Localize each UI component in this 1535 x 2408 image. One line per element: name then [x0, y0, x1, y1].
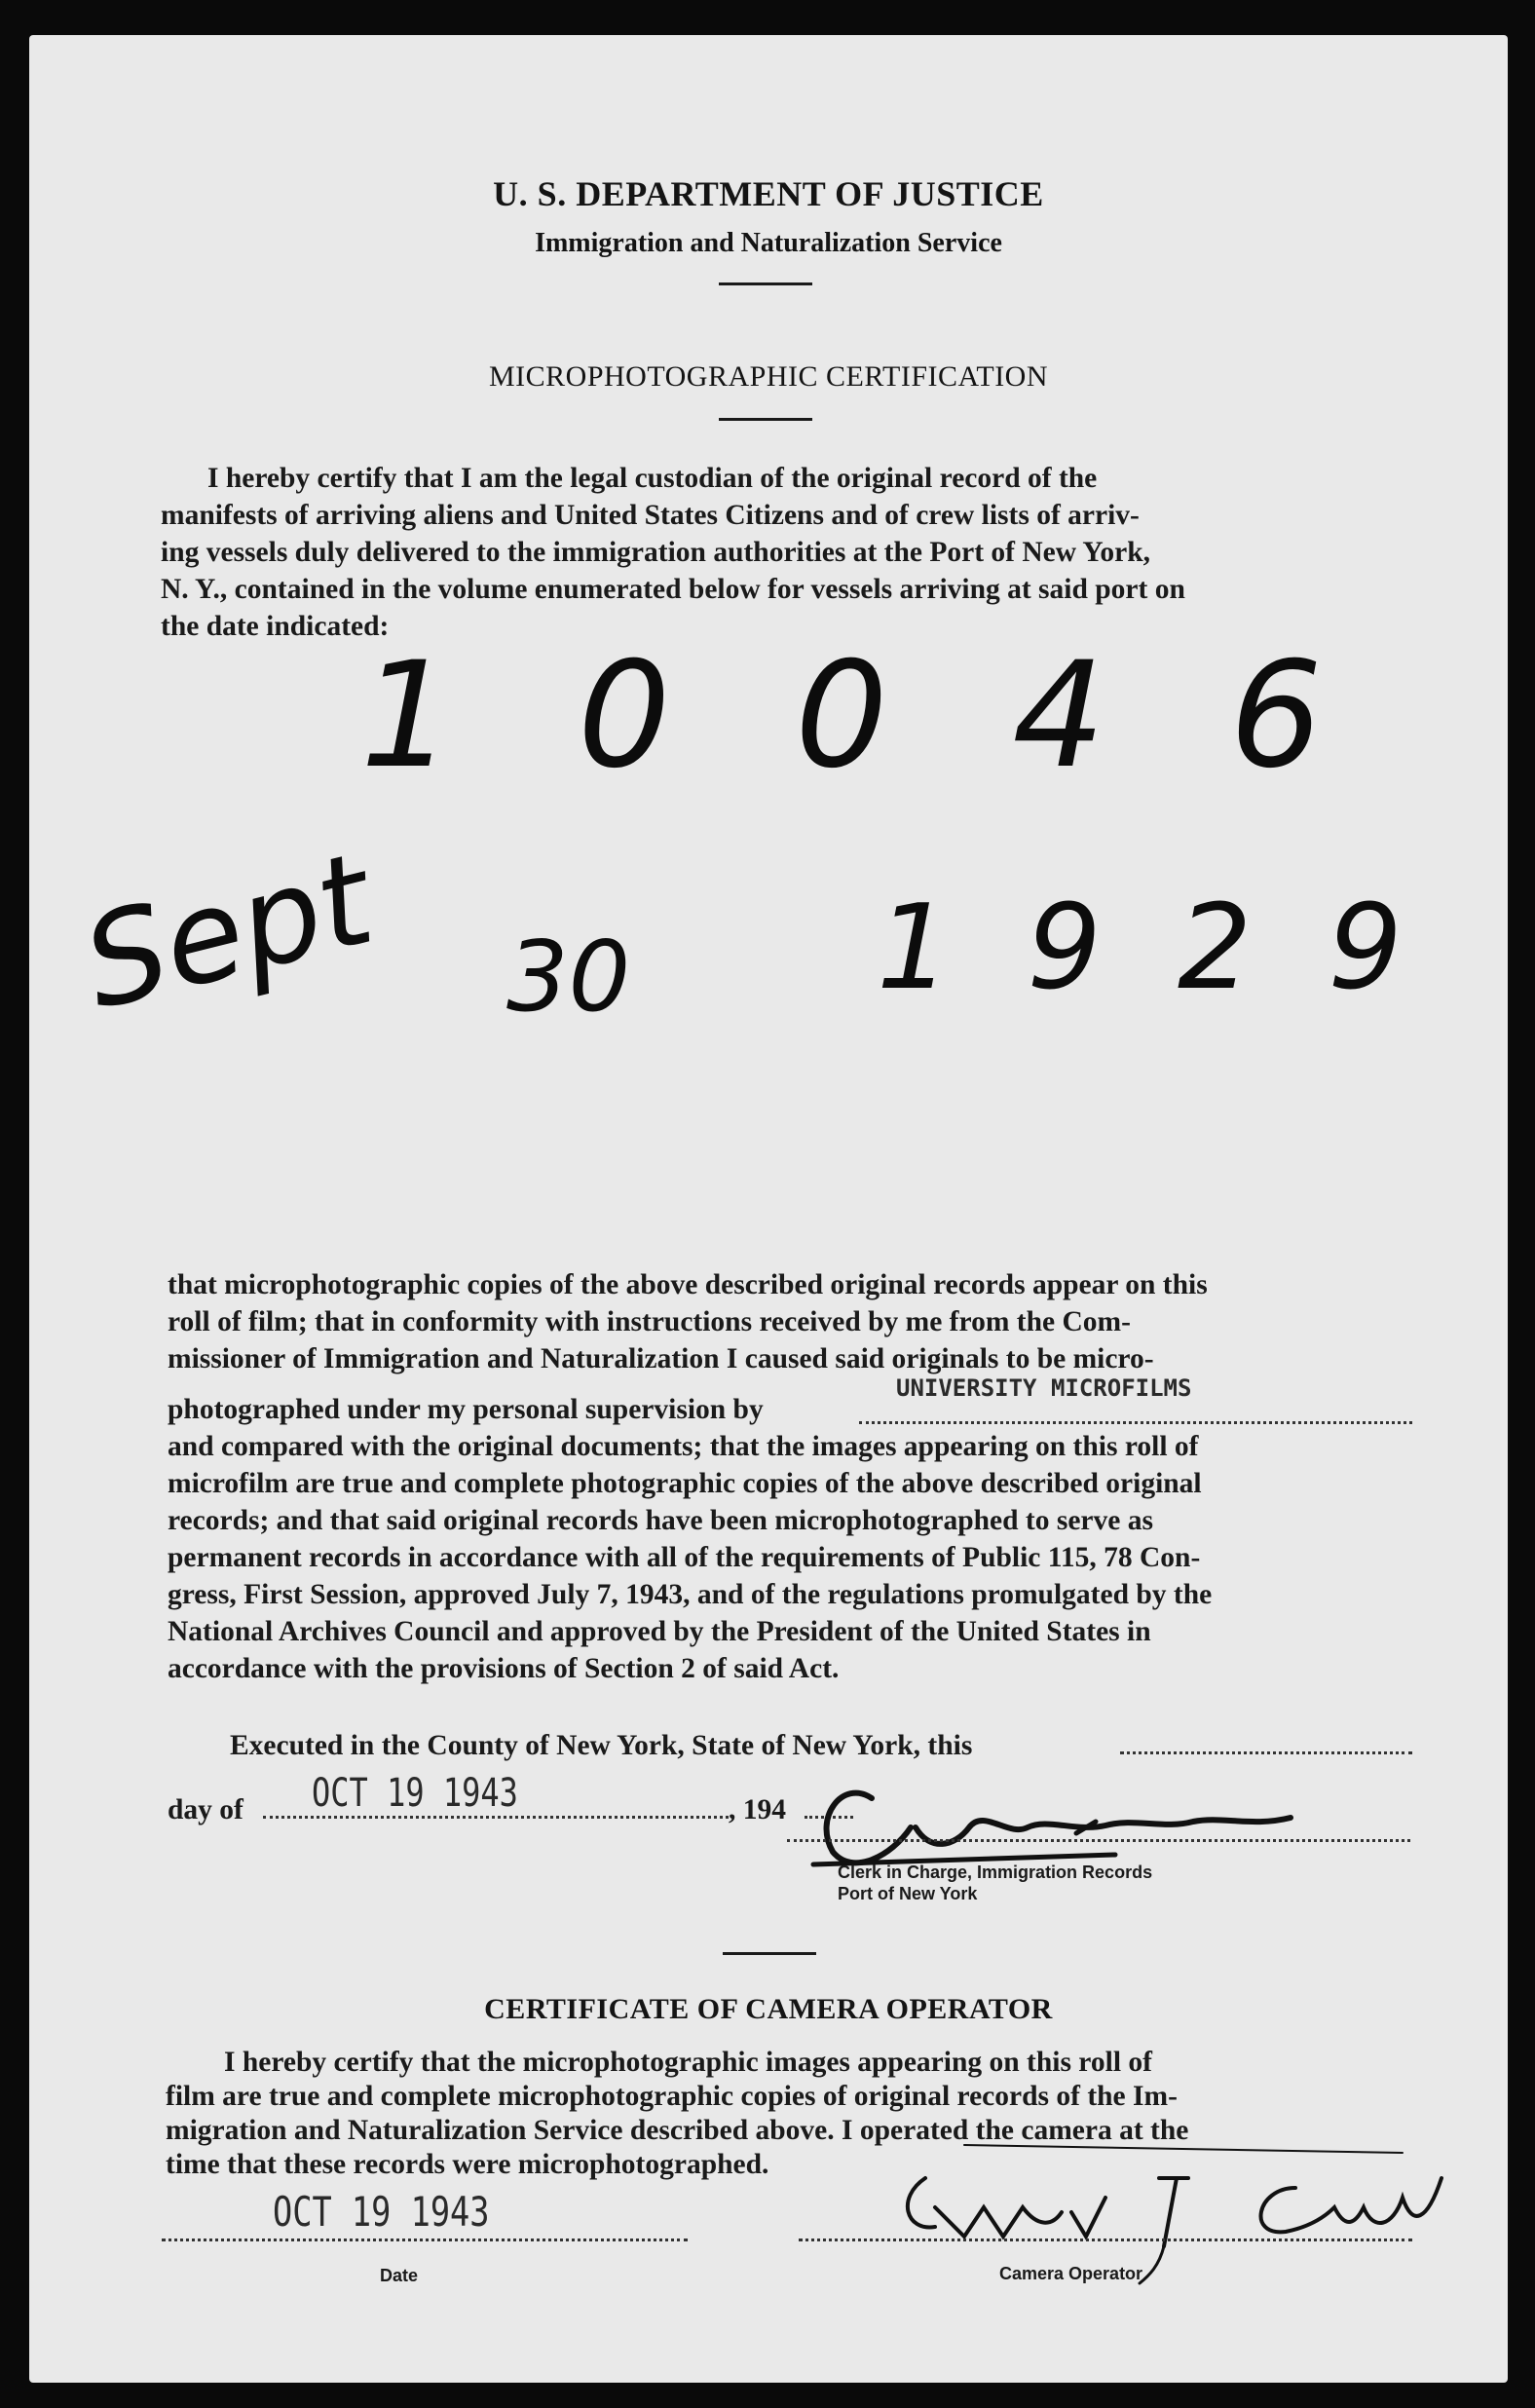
certification-title: MICROPHOTOGRAPHIC CERTIFICATION [488, 360, 1049, 393]
text-line: gress, First Session, approved July 7, 1943, and of the regulations promulgated by the [168, 1579, 1213, 1610]
date-stamp: OCT 19 1943 [273, 2188, 490, 2236]
text-line: time that these records were microphotographed. [166, 2149, 769, 2180]
clerk-signature-line [787, 1839, 1410, 1842]
text-line: photographed under my personal supervision by [168, 1394, 764, 1425]
camera-operator-title: CERTIFICATE OF CAMERA OPERATOR [484, 1993, 1053, 2025]
text-line: accordance with the provisions of Section 2 of said Act. [168, 1653, 840, 1684]
divider [723, 1952, 816, 1955]
text-line: the date indicated: [161, 611, 390, 642]
camera-operator-label: Camera Operator [999, 2264, 1143, 2283]
executed-day-field [1120, 1751, 1412, 1754]
text-line: that microphotographic copies of the above described original records appear on this [168, 1269, 1208, 1300]
text-line: I hereby certify that I am the legal custodian of the original record of the [207, 463, 1098, 494]
clerk-port: Port of New York [838, 1884, 978, 1903]
body-paragraph [168, 1266, 1412, 1687]
text-line: I hereby certify that the microphotographic images appearing on this roll of [224, 2047, 1152, 2078]
department-heading: U. S. DEPARTMENT OF JUSTICE [493, 174, 1044, 213]
handwritten-date-day: 30 [506, 920, 631, 1034]
supervisor-field [859, 1421, 1412, 1424]
divider [719, 282, 812, 285]
text-line: film are true and complete microphotographic copies of original records of the Im- [166, 2081, 1178, 2112]
handwritten-date-month: Sept [69, 824, 386, 1038]
date-field [162, 2239, 688, 2241]
text-line: migration and Naturalization Service described above. I operated the camera at the [166, 2115, 1189, 2146]
supervisor-stamp: UNIVERSITY MICROFILMS [896, 1374, 1192, 1402]
text-line: manifests of arriving aliens and United States Citizens and of crew lists of arriv- [161, 500, 1140, 531]
date-label: Date [380, 2266, 419, 2285]
day-of-stamp: OCT 19 1943 [312, 1771, 518, 1816]
camera-operator-signature [867, 2139, 1451, 2285]
service-subheading: Immigration and Naturalization Service [535, 228, 1002, 258]
text-line: microfilm are true and complete photographic copies of the above described original [168, 1468, 1202, 1499]
certificate-page [29, 35, 1508, 2383]
day-of-field [263, 1816, 729, 1819]
camera-operator-signature-line [799, 2239, 1412, 2241]
text-line: N. Y., contained in the volume enumerated below for vessels arriving at said port on [161, 574, 1185, 605]
text-line: ing vessels duly delivered to the immigration authorities at the Port of New York, [161, 537, 1151, 568]
text-line: permanent records in accordance with all of the requirements of Public 115, 78 Con- [168, 1542, 1201, 1573]
text-line: National Archives Council and approved by the President of the United States in [168, 1616, 1151, 1647]
text-line: missioner of Immigration and Naturalization I caused said originals to be micro- [168, 1343, 1154, 1374]
divider [719, 418, 812, 421]
executed-text: Executed in the County of New York, State of New York, this [230, 1730, 973, 1761]
clerk-title: Clerk in Charge, Immigration Records [838, 1862, 1153, 1882]
text-line: records; and that said original records have been microphotographed to serve as [168, 1505, 1153, 1536]
day-of-label: day of [168, 1794, 243, 1825]
handwritten-volume-number: 1 0 0 4 6 [360, 631, 1362, 801]
handwritten-date-year: 1 9 2 9 [877, 881, 1422, 1016]
text-line: roll of film; that in conformity with instructions received by me from the Com- [168, 1306, 1131, 1337]
year-label: , 194 [729, 1794, 786, 1825]
supervision-line [168, 1374, 1412, 1428]
intro-paragraph [161, 460, 1409, 645]
text-line: and compared with the original documents; that the images appearing on this roll of [168, 1431, 1199, 1462]
